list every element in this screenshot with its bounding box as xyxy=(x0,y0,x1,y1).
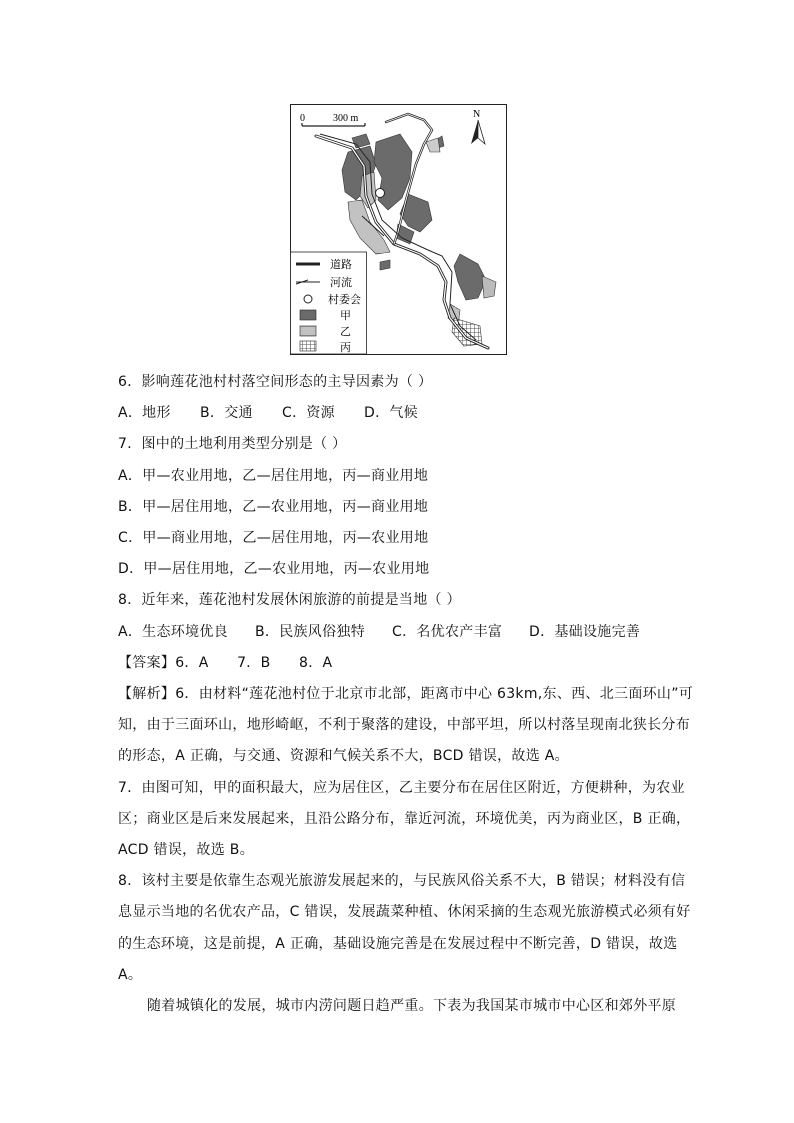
analysis-line: 知，由于三面环山，地形崎岖，不利于聚落的建设，中部平坦，所以村落呈现南北狭长分布 xyxy=(118,717,690,733)
analysis-line: 的生态环境，这是前提，A 正确，基础设施完善是在发展过程中不断完善，D 错误，故选 xyxy=(118,936,678,952)
analysis-line: 8．该村主要是依靠生态观光旅游发展起来的，与民族风俗关系不大，B 错误；材料没有信 xyxy=(118,873,686,889)
yi-legend-icon xyxy=(300,326,316,336)
question-6-stem: 6．影响莲花池村村落空间形态的主导因素为（ ） xyxy=(118,374,433,390)
question-6-options xyxy=(118,403,418,423)
option: D．基础设施完善 xyxy=(529,624,641,640)
option: D．气候 xyxy=(364,405,418,421)
question-7-option-d: D．甲—居住用地，乙—农业用地，丙—农业用地 xyxy=(118,561,430,577)
jia-legend-icon xyxy=(300,310,316,320)
question-7-option-c: C．甲—商业用地，乙—居住用地，丙—农业用地 xyxy=(118,530,429,546)
option: B．民族风俗独特 xyxy=(255,624,366,640)
legend-label-committee: 村委会 xyxy=(328,293,361,306)
legend-label-road: 道路 xyxy=(330,258,352,271)
option: C．资源 xyxy=(282,405,335,421)
option: C．名优农产丰富 xyxy=(392,624,503,640)
analysis-line: 区；商业区是后来发展起来，且沿公路分布，靠近河流，环境优美，丙为商业区，B 正确， xyxy=(118,811,691,827)
next-paragraph: 随着城镇化的发展，城市内涝问题日趋严重。下表为我国某市城市中心区和郊外平原 xyxy=(147,998,677,1014)
answer-line: 【答案】6．A 7．B 8．A xyxy=(118,655,333,671)
question-7-option-b: B．甲—居住用地，乙—农业用地，丙—商业用地 xyxy=(118,499,429,515)
legend-label-jia: 甲 xyxy=(340,309,351,322)
north-label: N xyxy=(473,109,481,120)
analysis-line: A。 xyxy=(118,967,143,983)
option: A．地形 xyxy=(118,405,171,421)
analysis-line: 息显示当地的名优农产品，C 错误，发展蔬菜种植、休闲采摘的生态观光旅游模式必须有好 xyxy=(118,904,691,920)
analysis-line: 【解析】6．由材料“莲花池村位于北京市北部，距离市中心 63km,东、西、北三面环山”可 xyxy=(118,686,694,702)
legend-label-yi: 乙 xyxy=(340,325,351,338)
village-committee-marker xyxy=(376,189,385,198)
scale-zero: 0 xyxy=(300,113,305,124)
question-8-stem: 8．近年来，莲花池村发展休闲旅游的前提是当地（ ） xyxy=(118,592,461,608)
analysis-line: ACD 错误，故选 B。 xyxy=(118,842,254,858)
option: A．生态环境优良 xyxy=(118,624,228,640)
legend-label-bing: 丙 xyxy=(340,341,351,354)
question-7-option-a: A．甲—农业用地，乙—居住用地，丙—商业用地 xyxy=(118,468,429,484)
legend-label-river: 河流 xyxy=(330,276,352,289)
question-7-stem: 7．图中的土地利用类型分别是（ ） xyxy=(118,436,347,452)
analysis-line: 的形态，A 正确，与交通、资源和气候关系不大，BCD 错误，故选 A。 xyxy=(118,748,569,764)
bing-legend-icon xyxy=(300,341,316,351)
analysis-line: 7．由图可知，甲的面积最大，应为居住区，乙主要分布在居住区附近，方便耕种，为农业 xyxy=(118,780,685,796)
option: B．交通 xyxy=(200,405,253,421)
question-8-options xyxy=(118,622,640,642)
committee-legend-icon xyxy=(304,295,312,303)
scale-label: 300 m xyxy=(333,113,359,124)
village-land-use-map xyxy=(290,104,507,355)
